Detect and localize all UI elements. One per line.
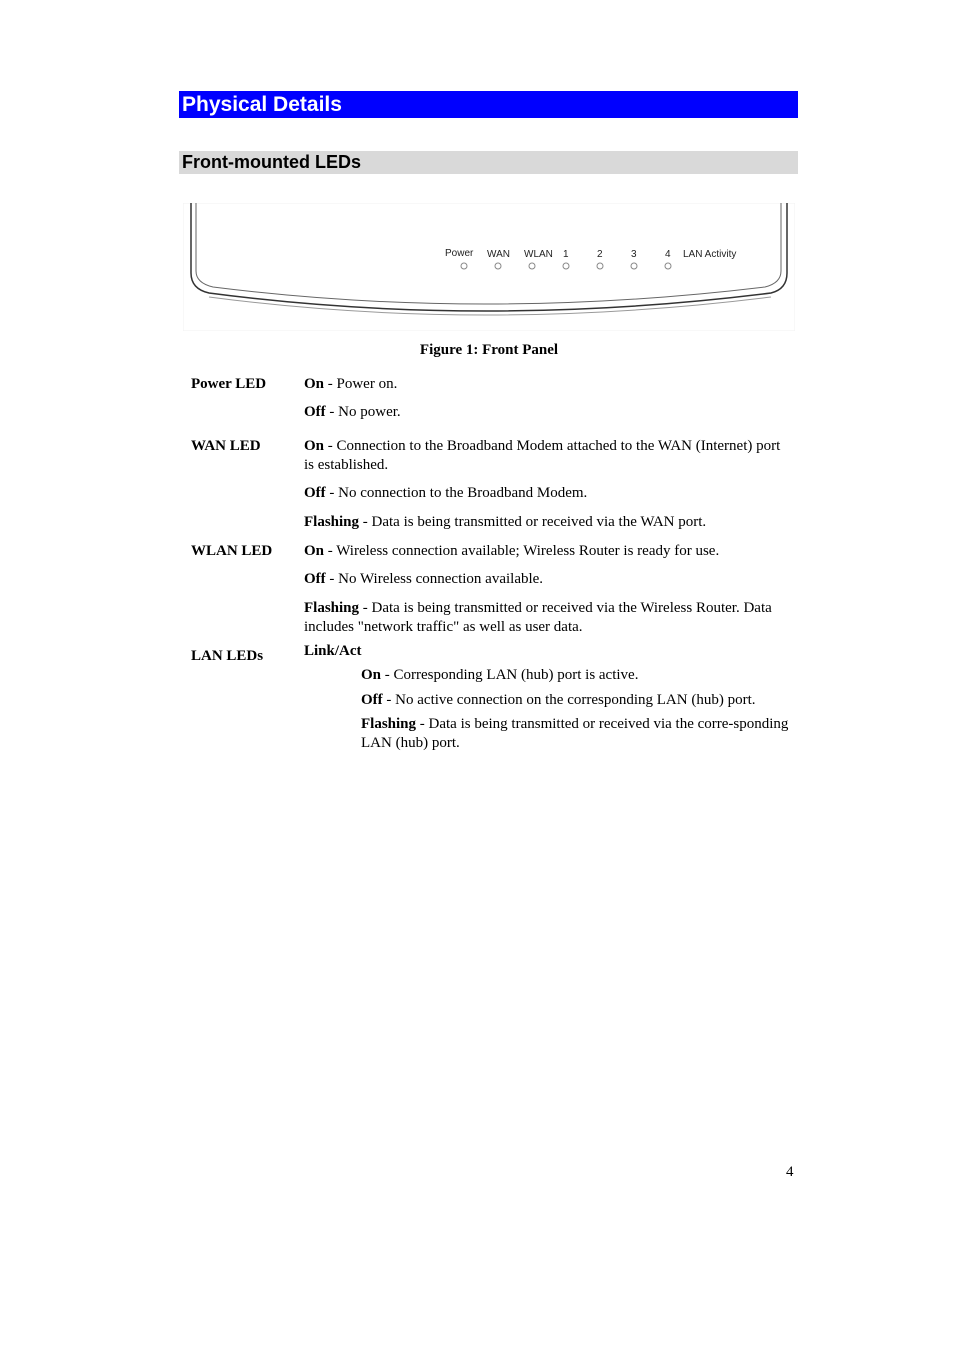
lan-led-flashing [361,715,801,753]
figure-caption: Figure 1: Front Panel [419,342,559,358]
desc: - No connection to the Broadband Modem. [325,485,588,501]
panel-label-power: Power [445,248,474,259]
panel-label-1: 1 [563,249,569,260]
wan-led-off [304,484,794,503]
term-on: On [304,376,325,392]
page-number: 4 [786,1164,794,1180]
desc: - Data is being transmitted or received via the corre-sponding LAN (hub) port. [361,716,789,751]
wan-led-label: WAN LED [191,438,261,454]
lan-leds-sub-heading: Link/Act [304,643,362,659]
lan-led-off [361,691,801,710]
lan-leds-label: LAN LEDs [191,648,264,664]
panel-label-4: 4 [665,249,671,260]
term-flashing: Flashing [361,716,417,732]
wan-led-flashing [304,513,794,532]
front-panel-figure [183,203,795,331]
section-title: Physical Details [179,91,798,118]
power-led-label: Power LED [191,376,267,392]
desc: - Power on. [324,376,398,392]
panel-label-wlan: WLAN [524,249,553,260]
wlan-led-on [304,542,794,561]
wlan-led-label: WLAN LED [191,543,273,559]
desc: - Connection to the Broadband Modem attached to the WAN (Internet) port is established. [304,438,781,473]
desc: - No active connection on the corresponding LAN (hub) port. [382,692,756,708]
panel-label-2: 2 [597,249,603,260]
term-off: Off [304,571,326,587]
power-led-off [304,403,794,422]
desc: - Data is being transmitted or received via the Wireless Router. Data includes "network traffic" as well as user data. [304,600,772,635]
term-on: On [304,438,325,454]
desc: - Data is being transmitted or received via the WAN port. [359,514,707,530]
term-flashing: Flashing [304,600,360,616]
term-on: On [361,667,382,683]
term-on: On [304,543,325,559]
panel-label-3: 3 [631,249,637,260]
panel-label-lan-activity: LAN Activity [683,249,737,260]
term-off: Off [304,485,326,501]
desc: - Corresponding LAN (hub) port is active. [381,667,639,683]
subsection-title: Front-mounted LEDs [179,151,798,174]
wan-led-on [304,437,794,475]
panel-label-wan: WAN [487,249,510,260]
wlan-led-flashing [304,599,794,637]
term-off: Off [361,692,383,708]
term-off: Off [304,404,326,420]
term-flashing: Flashing [304,514,360,530]
power-led-on [304,375,794,394]
lan-led-on [361,666,801,685]
desc: - Wireless connection available; Wireless Router is ready for use. [324,543,720,559]
desc: - No Wireless connection available. [325,571,544,587]
desc: - No power. [325,404,401,420]
wlan-led-off [304,570,794,589]
